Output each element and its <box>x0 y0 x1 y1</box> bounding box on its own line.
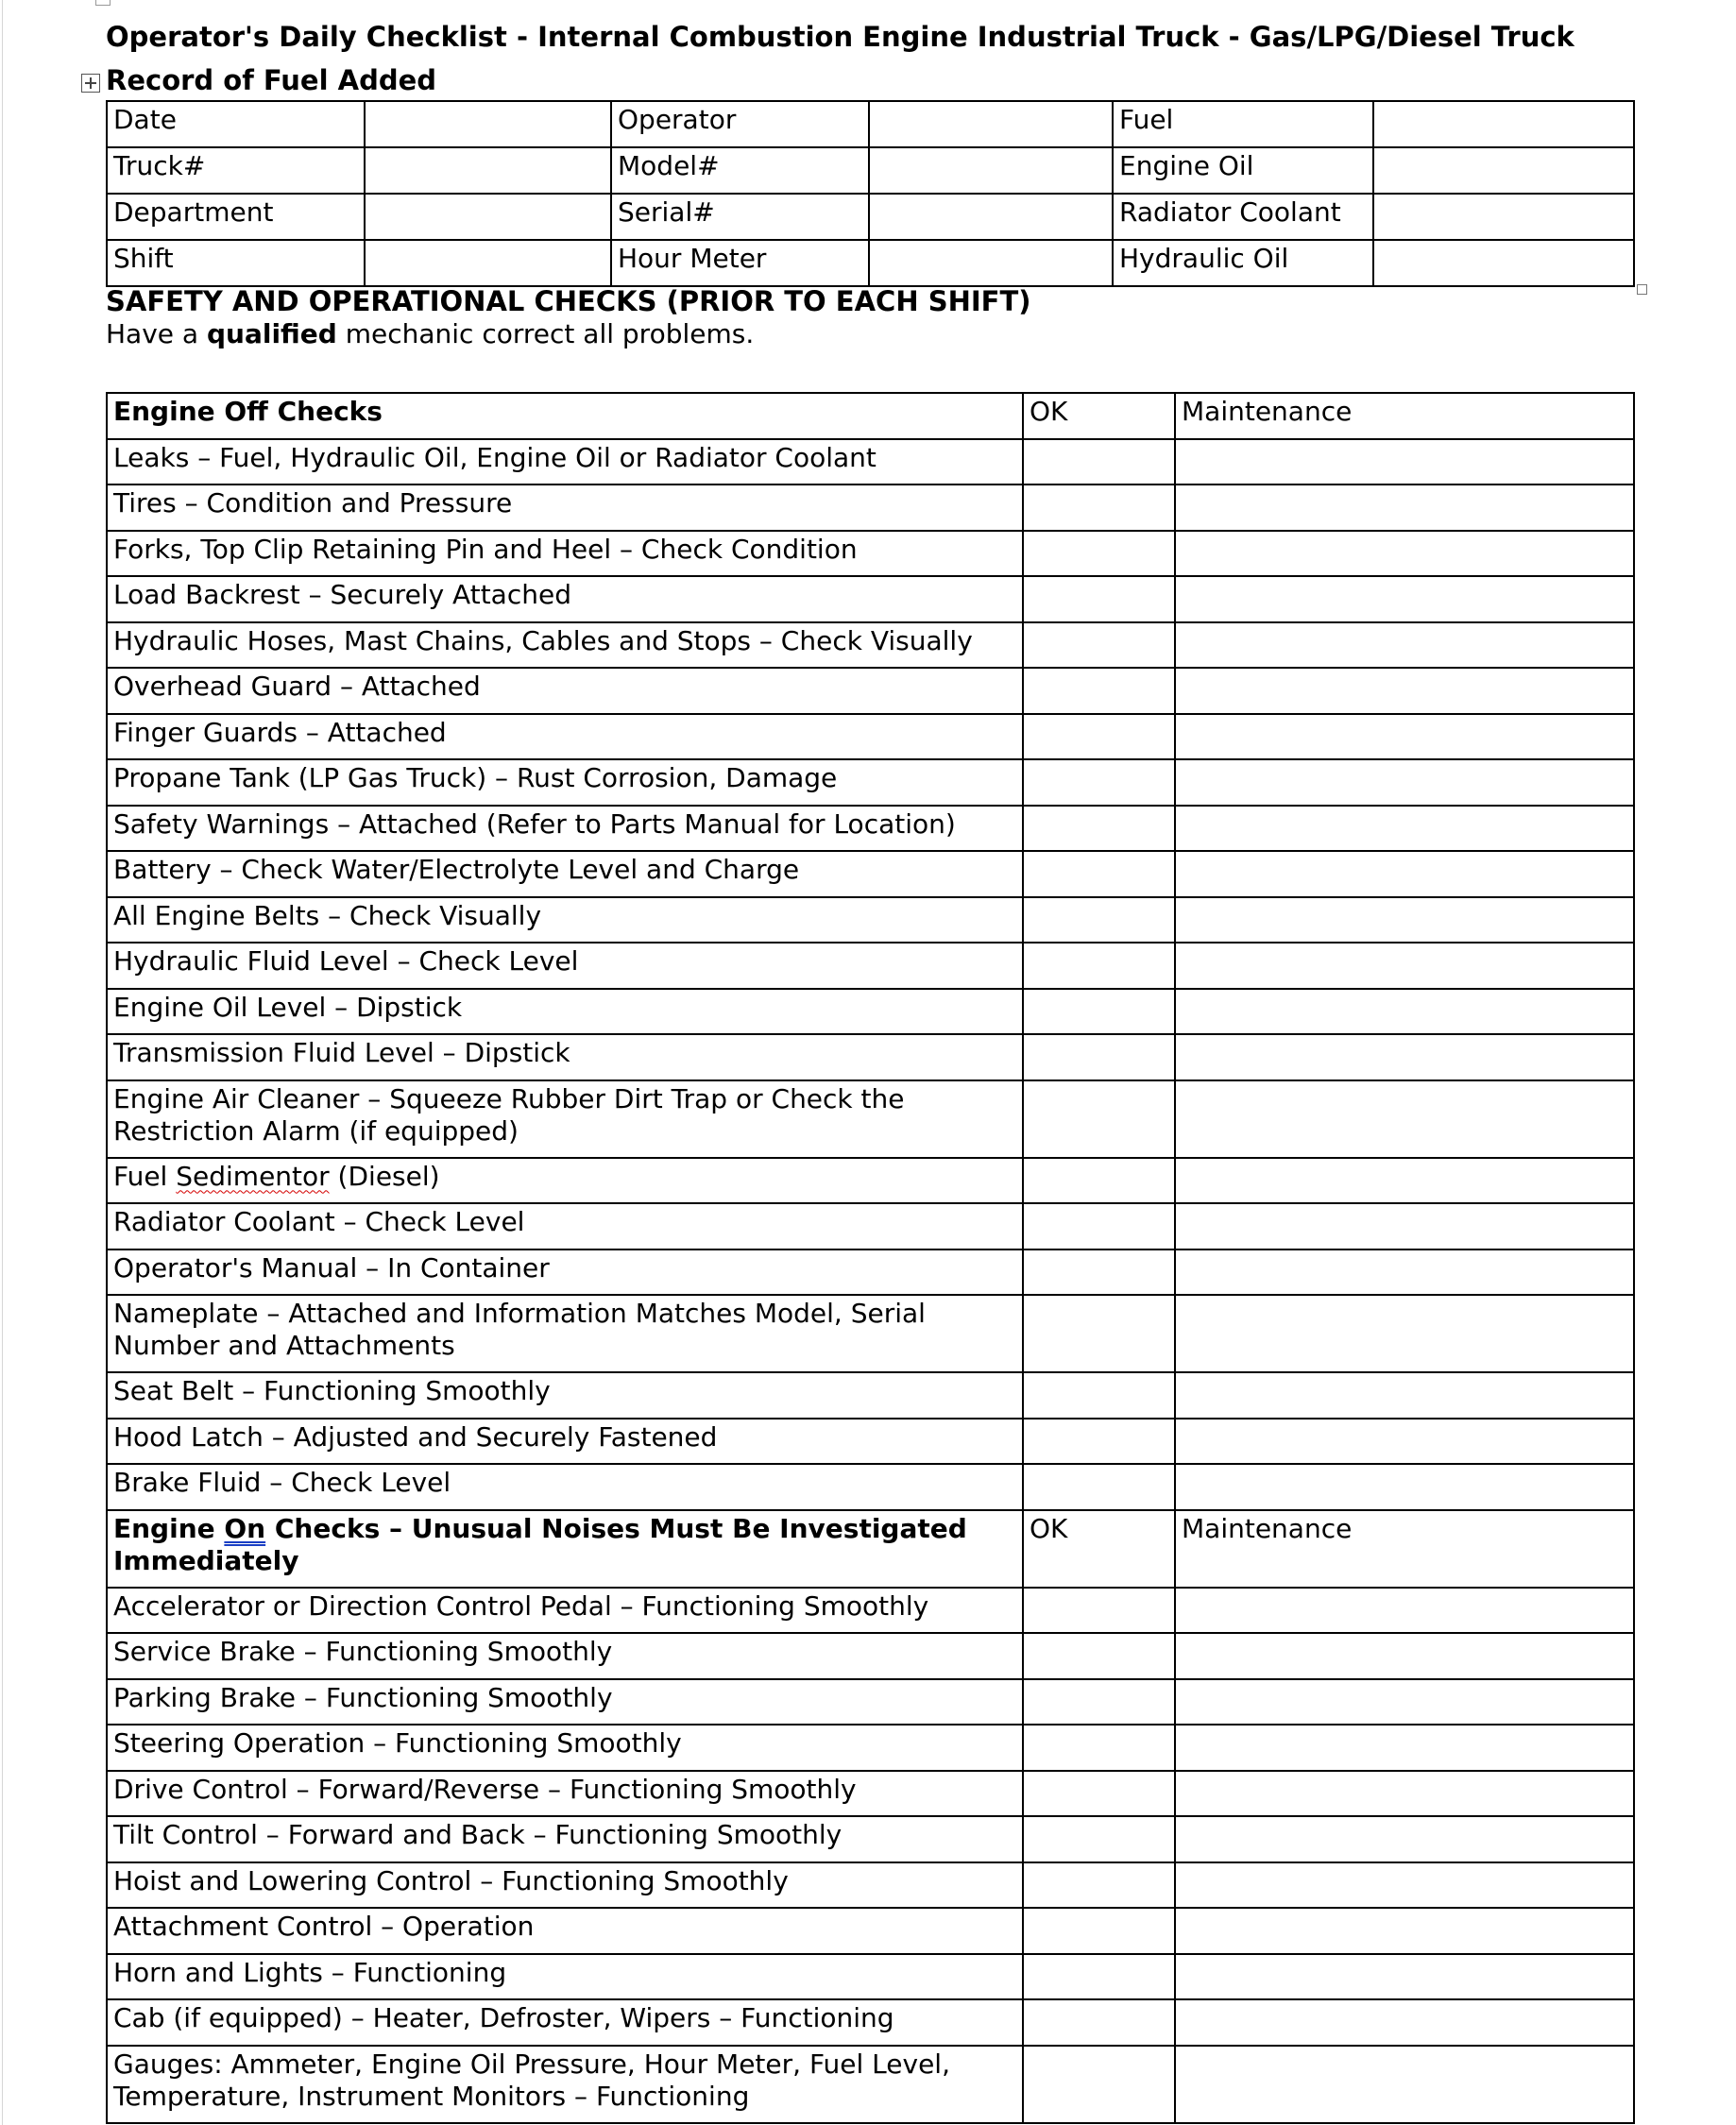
ok-cell[interactable] <box>1023 622 1175 669</box>
checklist-item-label: Safety Warnings – Attached (Refer to Parts Manual for Location) <box>107 806 1023 852</box>
checklist-row <box>107 1372 1634 1419</box>
checklist-item-label: Propane Tank (LP Gas Truck) – Rust Corrosion, Damage <box>107 759 1023 806</box>
maintenance-cell[interactable] <box>1175 989 1634 1035</box>
checklist-item-label: Radiator Coolant – Check Level <box>107 1203 1023 1250</box>
checklist-row <box>107 1725 1634 1771</box>
checklist-row <box>107 1080 1634 1158</box>
fuel-record-value-cell[interactable] <box>869 101 1113 147</box>
checklist-item-label: Operator's Manual – In Container <box>107 1250 1023 1296</box>
fuel-record-value-cell[interactable] <box>1373 101 1634 147</box>
fuel-record-row <box>107 101 1634 147</box>
maintenance-cell[interactable] <box>1175 576 1634 622</box>
checklist-item-label: Tilt Control – Forward and Back – Functioning Smoothly <box>107 1816 1023 1862</box>
checklist-row <box>107 1034 1634 1080</box>
page-left-edge <box>2 0 3 2125</box>
maintenance-cell[interactable] <box>1175 1679 1634 1726</box>
checklist-row <box>107 1633 1634 1679</box>
checklist-item-label: Nameplate – Attached and Information Matches Model, Serial Number and Attachments <box>107 1295 1023 1372</box>
ok-cell[interactable] <box>1023 714 1175 760</box>
checklist-row <box>107 759 1634 806</box>
ok-cell[interactable] <box>1023 484 1175 531</box>
checklist-row <box>107 1250 1634 1296</box>
ok-cell[interactable] <box>1023 1588 1175 1634</box>
fuel-record-value-cell[interactable] <box>869 240 1113 286</box>
maintenance-cell[interactable] <box>1175 439 1634 485</box>
maintenance-cell[interactable] <box>1175 2046 1634 2123</box>
ok-cell[interactable] <box>1023 576 1175 622</box>
engine-on-heading-post: Checks – Unusual Noises Must Be Investigated Immediately <box>113 1512 967 1576</box>
checklist-row <box>107 576 1634 622</box>
checklist-item-label: All Engine Belts – Check Visually <box>107 897 1023 944</box>
checklist-item-label: Service Brake – Functioning Smoothly <box>107 1633 1023 1679</box>
fuel-record-label-cell: Operator <box>611 101 869 147</box>
ok-cell[interactable] <box>1023 439 1175 485</box>
checklist-item-label: Forks, Top Clip Retaining Pin and Heel – Check Condition <box>107 531 1023 577</box>
checklist-row <box>107 1771 1634 1817</box>
ok-cell[interactable] <box>1023 1999 1175 2046</box>
maintenance-cell[interactable] <box>1175 1464 1634 1510</box>
maintenance-cell[interactable] <box>1175 1771 1634 1817</box>
checklist-item-label: Finger Guards – Attached <box>107 714 1023 760</box>
checklist-row <box>107 1679 1634 1726</box>
checklist-row <box>107 668 1634 714</box>
engine-on-heading-pre: Engine <box>113 1512 225 1544</box>
fuel-record-value-cell[interactable] <box>869 147 1113 194</box>
checklist-item-label: Tires – Condition and Pressure <box>107 484 1023 531</box>
safety-note-after: mechanic correct all problems. <box>336 318 755 349</box>
fuel-record-table <box>106 100 1635 287</box>
checklist-row <box>107 1419 1634 1465</box>
fuel-record-value-cell[interactable] <box>1373 147 1634 194</box>
checklist-item-label: Cab (if equipped) – Heater, Defroster, Wipers – Functioning <box>107 1999 1023 2046</box>
engine-off-header-row <box>107 393 1634 439</box>
engine-on-heading <box>107 1510 1023 1588</box>
ok-cell[interactable] <box>1023 1158 1175 1204</box>
maintenance-cell[interactable] <box>1175 1908 1634 1954</box>
checklist-item-label: Parking Brake – Functioning Smoothly <box>107 1679 1023 1726</box>
checklist-item-label: Leaks – Fuel, Hydraulic Oil, Engine Oil or Radiator Coolant <box>107 439 1023 485</box>
ok-cell[interactable] <box>1023 989 1175 1035</box>
maintenance-cell[interactable] <box>1175 1999 1634 2046</box>
checklist-row <box>107 2046 1634 2123</box>
checklist-row <box>107 1816 1634 1862</box>
checklist-row <box>107 1954 1634 2000</box>
maintenance-cell[interactable] <box>1175 1633 1634 1679</box>
maintenance-cell[interactable] <box>1175 759 1634 806</box>
table-move-handle-icon[interactable] <box>81 74 100 93</box>
ok-cell[interactable] <box>1023 806 1175 852</box>
maintenance-cell[interactable] <box>1175 1080 1634 1158</box>
ok-cell[interactable] <box>1023 1372 1175 1419</box>
maintenance-column-header: Maintenance <box>1175 1510 1634 1588</box>
maintenance-cell[interactable] <box>1175 1816 1634 1862</box>
maintenance-cell[interactable] <box>1175 1250 1634 1296</box>
fuel-record-label-cell: Date <box>107 101 365 147</box>
maintenance-cell[interactable] <box>1175 1954 1634 2000</box>
checklist-item-label: Brake Fluid – Check Level <box>107 1464 1023 1510</box>
maintenance-cell[interactable] <box>1175 1295 1634 1372</box>
checklist-item-label: Accelerator or Direction Control Pedal – Functioning Smoothly <box>107 1588 1023 1634</box>
checklist-item-label: Battery – Check Water/Electrolyte Level and Charge <box>107 851 1023 897</box>
fuel-record-value-cell[interactable] <box>1373 194 1634 240</box>
fuel-record-label-cell: Truck# <box>107 147 365 194</box>
ok-cell[interactable] <box>1023 1034 1175 1080</box>
checklist-row <box>107 1862 1634 1909</box>
engine-off-heading: Engine Off Checks <box>107 393 1023 439</box>
fuel-record-label-cell: Hydraulic Oil <box>1113 240 1373 286</box>
ok-cell[interactable] <box>1023 1250 1175 1296</box>
checklist-item-label: Horn and Lights – Functioning <box>107 1954 1023 2000</box>
maintenance-cell[interactable] <box>1175 1158 1634 1204</box>
checklist-item-label: Hood Latch – Adjusted and Securely Fastened <box>107 1419 1023 1465</box>
checklist-row <box>107 531 1634 577</box>
ok-cell[interactable] <box>1023 2046 1175 2123</box>
checklist-row <box>107 1908 1634 1954</box>
maintenance-cell[interactable] <box>1175 1725 1634 1771</box>
ok-cell[interactable] <box>1023 531 1175 577</box>
fuel-record-label-cell: Department <box>107 194 365 240</box>
ok-cell[interactable] <box>1023 943 1175 989</box>
checklist-row <box>107 897 1634 944</box>
ok-column-header: OK <box>1023 393 1175 439</box>
maintenance-cell[interactable] <box>1175 1203 1634 1250</box>
checklist-row <box>107 851 1634 897</box>
checklist-row <box>107 943 1634 989</box>
ok-cell[interactable] <box>1023 851 1175 897</box>
fuel-record-value-cell[interactable] <box>1373 240 1634 286</box>
ok-cell[interactable] <box>1023 1679 1175 1726</box>
ok-cell[interactable] <box>1023 1203 1175 1250</box>
safety-note-before: Have a <box>106 318 207 349</box>
maintenance-cell[interactable] <box>1175 531 1634 577</box>
table-resize-handle-icon[interactable] <box>1637 284 1647 295</box>
ok-cell[interactable] <box>1023 668 1175 714</box>
page-corner-marker <box>95 0 111 6</box>
checklist-item-label: Engine Oil Level – Dipstick <box>107 989 1023 1035</box>
checklist-row <box>107 1464 1634 1510</box>
checklist-row <box>107 714 1634 760</box>
maintenance-cell[interactable] <box>1175 1372 1634 1419</box>
checklist-row <box>107 806 1634 852</box>
checklist-row <box>107 1295 1634 1372</box>
checklist-item-label: Transmission Fluid Level – Dipstick <box>107 1034 1023 1080</box>
checklist-item-label: Gauges: Ammeter, Engine Oil Pressure, Hour Meter, Fuel Level, Temperature, Instrument Monitors – Functioning <box>107 2046 1023 2123</box>
ok-cell[interactable] <box>1023 1080 1175 1158</box>
maintenance-cell[interactable] <box>1175 1419 1634 1465</box>
fuel-record-label-cell: Shift <box>107 240 365 286</box>
ok-cell[interactable] <box>1023 1954 1175 2000</box>
checklist-row <box>107 622 1634 669</box>
maintenance-cell[interactable] <box>1175 897 1634 944</box>
checklist-item-label: Hydraulic Hoses, Mast Chains, Cables and Stops – Check Visually <box>107 622 1023 669</box>
fuel-record-label-cell: Model# <box>611 147 869 194</box>
ok-cell[interactable] <box>1023 759 1175 806</box>
checks-body <box>107 393 1634 2123</box>
maintenance-cell[interactable] <box>1175 1862 1634 1909</box>
fuel-record-label-cell: Hour Meter <box>611 240 869 286</box>
checklist-row <box>107 989 1634 1035</box>
maintenance-cell[interactable] <box>1175 668 1634 714</box>
fuel-record-body <box>107 101 1634 286</box>
checklist-row <box>107 439 1634 485</box>
checklist-item-label: Seat Belt – Functioning Smoothly <box>107 1372 1023 1419</box>
fuel-record-value-cell[interactable] <box>365 101 611 147</box>
checklist-item-label: Hoist and Lowering Control – Functioning Smoothly <box>107 1862 1023 1909</box>
checklist-item-label: Fuel Sedimentor (Diesel) <box>107 1158 1023 1204</box>
checklist-row <box>107 1588 1634 1634</box>
maintenance-cell[interactable] <box>1175 1034 1634 1080</box>
maintenance-cell[interactable] <box>1175 943 1634 989</box>
ok-cell[interactable] <box>1023 1771 1175 1817</box>
ok-cell[interactable] <box>1023 1633 1175 1679</box>
maintenance-cell[interactable] <box>1175 851 1634 897</box>
checks-table <box>106 392 1635 2124</box>
spellcheck-word: Sedimentor <box>176 1160 330 1192</box>
fuel-record-value-cell[interactable] <box>365 194 611 240</box>
ok-cell[interactable] <box>1023 1725 1175 1771</box>
ok-cell[interactable] <box>1023 1419 1175 1465</box>
fuel-record-label-cell: Engine Oil <box>1113 147 1373 194</box>
fuel-record-value-cell[interactable] <box>869 194 1113 240</box>
checklist-row <box>107 1999 1634 2046</box>
ok-cell[interactable] <box>1023 1862 1175 1909</box>
safety-note <box>106 318 754 349</box>
maintenance-cell[interactable] <box>1175 806 1634 852</box>
fuel-record-row <box>107 240 1634 286</box>
fuel-record-row <box>107 147 1634 194</box>
checklist-row <box>107 1203 1634 1250</box>
maintenance-cell[interactable] <box>1175 622 1634 669</box>
ok-column-header: OK <box>1023 1510 1175 1588</box>
engine-on-header-row <box>107 1510 1634 1588</box>
fuel-record-row <box>107 194 1634 240</box>
document-title: Operator's Daily Checklist - Internal Combustion Engine Industrial Truck - Gas/LPG/Diesel Truck <box>106 21 1574 53</box>
checklist-item-label: Load Backrest – Securely Attached <box>107 576 1023 622</box>
checklist-item-label: Engine Air Cleaner – Squeeze Rubber Dirt Trap or Check the Restriction Alarm (if equipped) <box>107 1080 1023 1158</box>
engine-on-heading-on: On <box>224 1512 266 1544</box>
checklist-item-label: Overhead Guard – Attached <box>107 668 1023 714</box>
maintenance-cell[interactable] <box>1175 484 1634 531</box>
ok-cell[interactable] <box>1023 1908 1175 1954</box>
checklist-row <box>107 484 1634 531</box>
checklist-item-label: Drive Control – Forward/Reverse – Functioning Smoothly <box>107 1771 1023 1817</box>
checklist-item-label: Attachment Control – Operation <box>107 1908 1023 1954</box>
fuel-record-heading: Record of Fuel Added <box>106 64 437 96</box>
maintenance-cell[interactable] <box>1175 1588 1634 1634</box>
checklist-item-label: Hydraulic Fluid Level – Check Level <box>107 943 1023 989</box>
checklist-row <box>107 1158 1634 1204</box>
ok-cell[interactable] <box>1023 1295 1175 1372</box>
fuel-record-label-cell: Radiator Coolant <box>1113 194 1373 240</box>
maintenance-column-header: Maintenance <box>1175 393 1634 439</box>
maintenance-cell[interactable] <box>1175 714 1634 760</box>
fuel-record-label-cell: Serial# <box>611 194 869 240</box>
ok-cell[interactable] <box>1023 1464 1175 1510</box>
fuel-record-value-cell[interactable] <box>365 147 611 194</box>
ok-cell[interactable] <box>1023 897 1175 944</box>
safety-note-bold: qualified <box>206 318 337 349</box>
fuel-record-label-cell: Fuel <box>1113 101 1373 147</box>
checklist-item-label: Steering Operation – Functioning Smoothly <box>107 1725 1023 1771</box>
safety-heading: SAFETY AND OPERATIONAL CHECKS (PRIOR TO EACH SHIFT) <box>106 285 1031 317</box>
fuel-record-value-cell[interactable] <box>365 240 611 286</box>
ok-cell[interactable] <box>1023 1816 1175 1862</box>
